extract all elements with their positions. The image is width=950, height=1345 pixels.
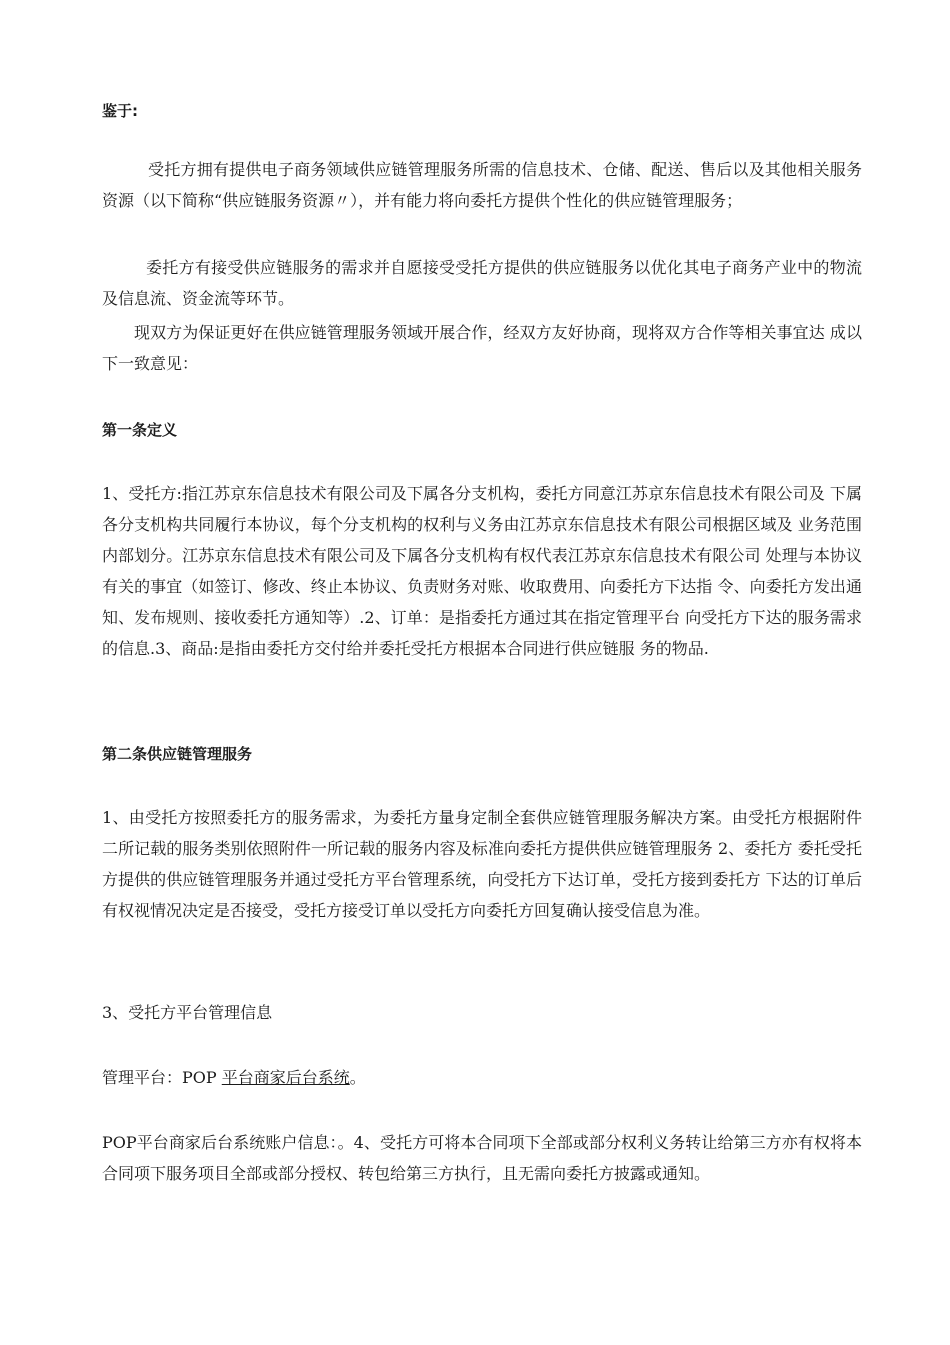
- management-platform-line: [102, 1062, 862, 1093]
- platform-link: 平台商家后台系统: [221, 1068, 350, 1087]
- article-1-heading: 第一条定义: [102, 421, 178, 439]
- article-2-item-3: 3、受托方平台管理信息: [102, 1003, 273, 1022]
- article-2-heading: 第二条供应链管理服务: [102, 745, 253, 763]
- preamble-paragraph-2: 委托方有接受供应链服务的需求并自愿接受受托方提供的供应链服务以优化其电子商务产业中的物流及信息流、资金流等环节。: [102, 258, 862, 308]
- platform-label: 管理平台：POP: [102, 1068, 222, 1087]
- platform-end: 。: [349, 1068, 366, 1087]
- article-2-body: 1、由受托方按照委托方的服务需求，为委托方量身定制全套供应链管理服务解决方案。由受托方根据附件二所记载的服务类别依照附件一所记载的服务内容及标准向委托方提供供应链管理服务 2、委托方 委托受托方提供的供应链管理服务并通过受托方平台管理系统，向受托方下达订单，受托方接到委托方 下达的订单后有权视情况决定是否接受，受托方接受订单以受托方向委托方回复确认接受信息为准。: [102, 808, 862, 920]
- article-1-body: 1、受托方:指江苏京东信息技术有限公司及下属各分支机构，委托方同意江苏京东信息技术有限公司及 下属各分支机构共同履行本协议，每个分支机构的权利与义务由江苏京东信息技术有限公司根据区域及 业务范围内部划分。江苏京东信息技术有限公司及下属各分支机构有权代表江苏京东信息技术有限公司 处理与本协议有关的事宜（如签订、修改、终止本协议、负责财务对账、收取费用、向委托方下达指 令、向委托方发出通知、发布规则、接收委托方通知等）.2、订单：是指委托方通过其在指定管理平台 向受托方下达的服务需求的信息.3、商品:是指由委托方交付给并委托受托方根据本合同进行供应链服 务的物品.: [102, 484, 862, 658]
- preamble-paragraph-1: 受托方拥有提供电子商务领域供应链管理服务所需的信息技术、仓储、配送、售后以及其他相关服务资源（以下简称“供应链服务资源〃），并有能力将向委托方提供个性化的供应链管理服务；: [102, 160, 862, 210]
- preamble-heading: 鉴于:: [102, 102, 138, 120]
- preamble-paragraph-3: 现双方为保证更好在供应链管理服务领域开展合作，经双方友好协商，现将双方合作等相关事宜达 成以下一致意见：: [102, 323, 862, 373]
- account-info-paragraph: POP平台商家后台系统账户信息：。4、受托方可将本合同项下全部或部分权利义务转让给第三方亦有权将本合同项下服务项目全部或部分授权、转包给第三方执行，且无需向委托方披露或通知。: [102, 1133, 862, 1183]
